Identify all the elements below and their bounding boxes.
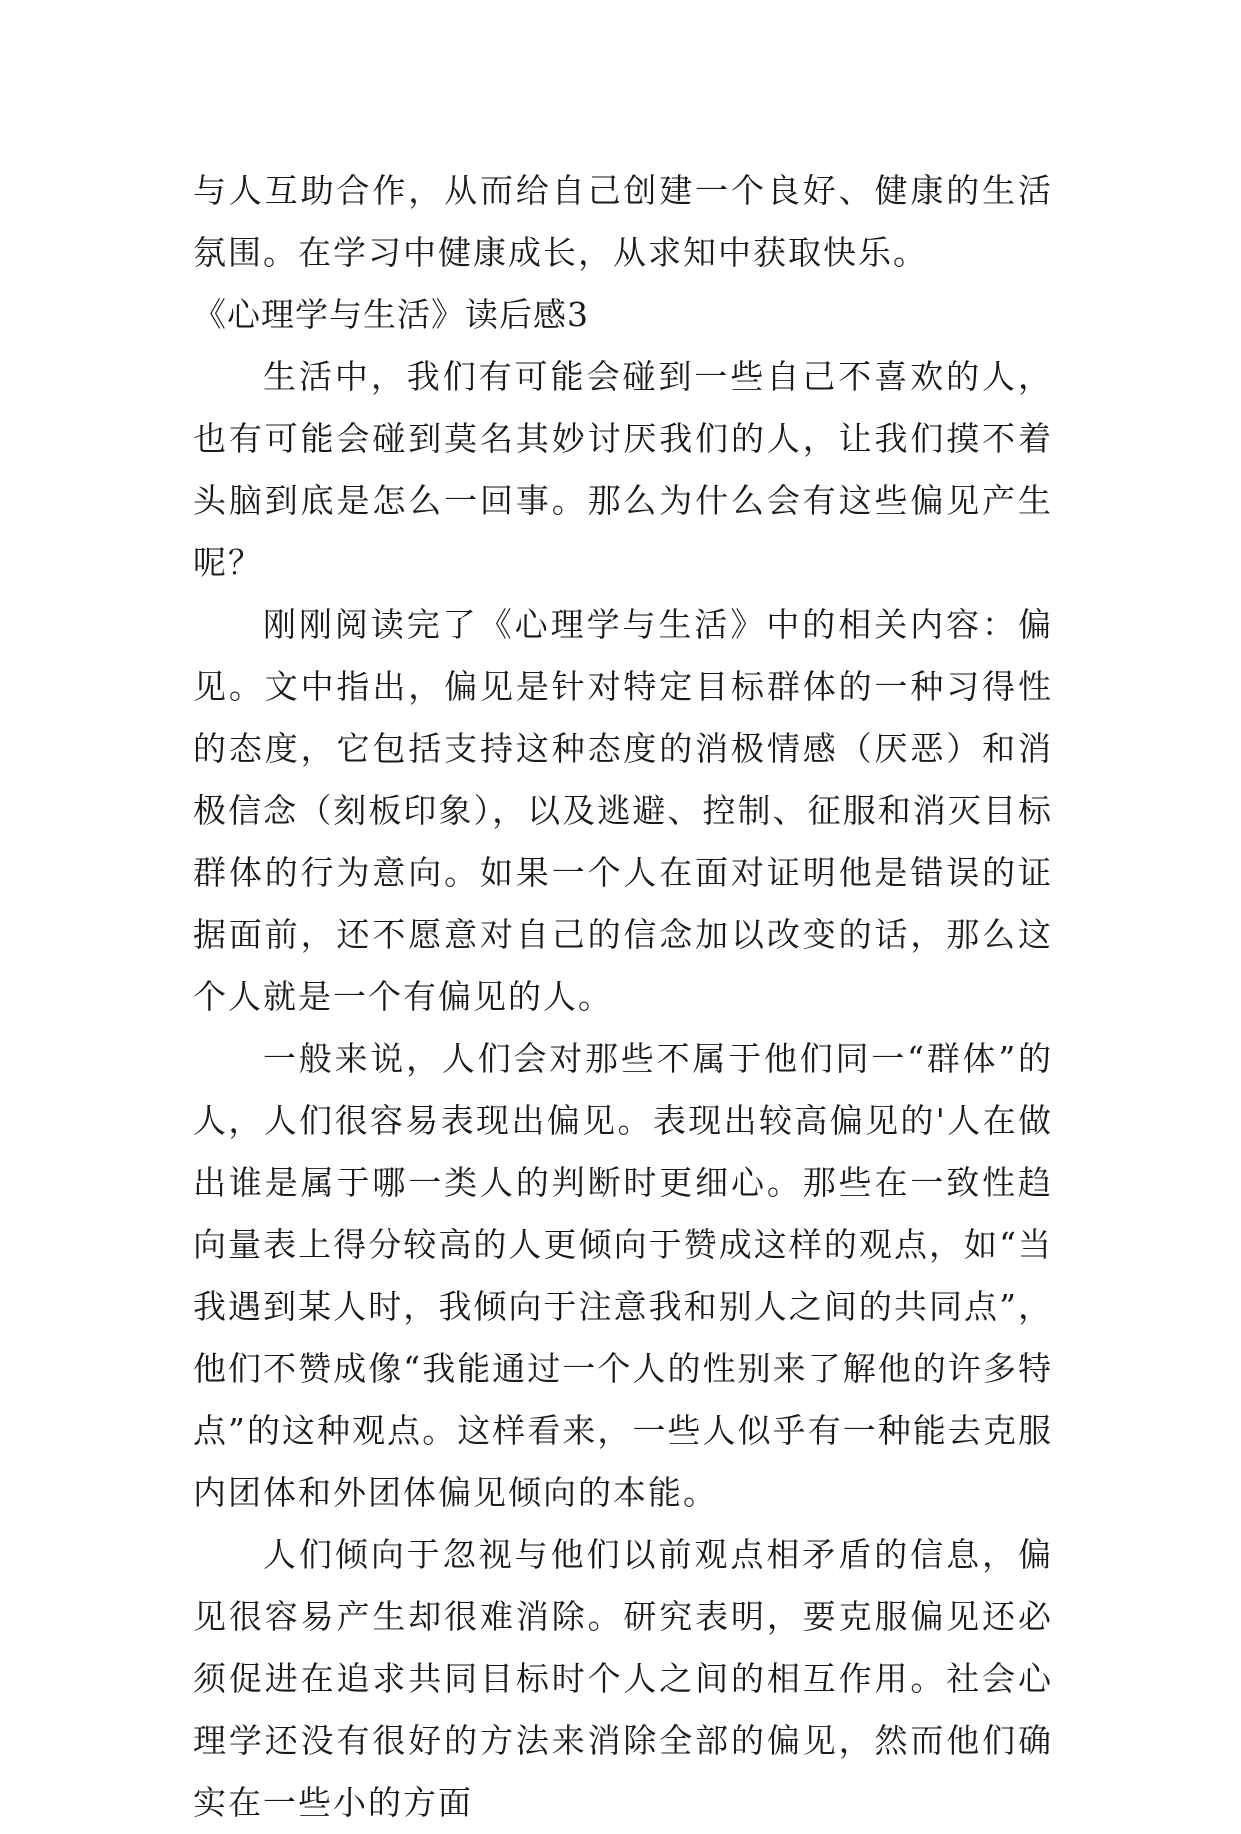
document-body — [193, 160, 1053, 1834]
paragraph-groups: 一般来说，人们会对那些不属于他们同一“群体”的人，人们很容易表现出偏见。表现出较高偏见的'人在做出谁是属于哪一类人的判断时更细心。那些在一致性趋向量表上得分较高的人更倾向于赞成这样的观点，如“当我遇到某人时，我倾向于注意我和别人之间的共同点”，他们不赞成像“我能通过一个人的性别来了解他的许多特点”的这种观点。这样看来，一些人似乎有一种能去克服内团体和外团体偏见倾向的本能。 — [193, 1039, 1053, 1512]
section-heading: 《心理学与生活》读后感3 — [193, 295, 589, 334]
paragraph-definition: 刚刚阅读完了《心理学与生活》中的相关内容：偏见。文中指出，偏见是针对特定目标群体的一种习得性的态度，它包括支持这种态度的消极情感（厌恶）和消极信念（刻板印象），以及逃避、控制、征服和消灭目标群体的行为意向。如果一个人在面对证明他是错误的证据面前，还不愿意对自己的信念加以改变的话，那么这个人就是一个有偏见的人。 — [193, 605, 1053, 1016]
paragraph-intro: 生活中，我们有可能会碰到一些自己不喜欢的人，也有可能会碰到莫名其妙讨厌我们的人，让我们摸不着头脑到底是怎么一回事。那么为什么会有这些偏见产生呢？ — [193, 357, 1053, 582]
paragraph-continuation: 与人互助合作，从而给自己创建一个良好、健康的生活氛围。在学习中健康成长，从求知中获取快乐。 — [193, 171, 1053, 272]
paragraph-overcoming: 人们倾向于忽视与他们以前观点相矛盾的信息，偏见很容易产生却很难消除。研究表明，要克服偏见还必须促进在追求共同目标时个人之间的相互作用。社会心理学还没有很好的方法来消除全部的偏见，然而他们确实在一些小的方面 — [193, 1535, 1053, 1822]
